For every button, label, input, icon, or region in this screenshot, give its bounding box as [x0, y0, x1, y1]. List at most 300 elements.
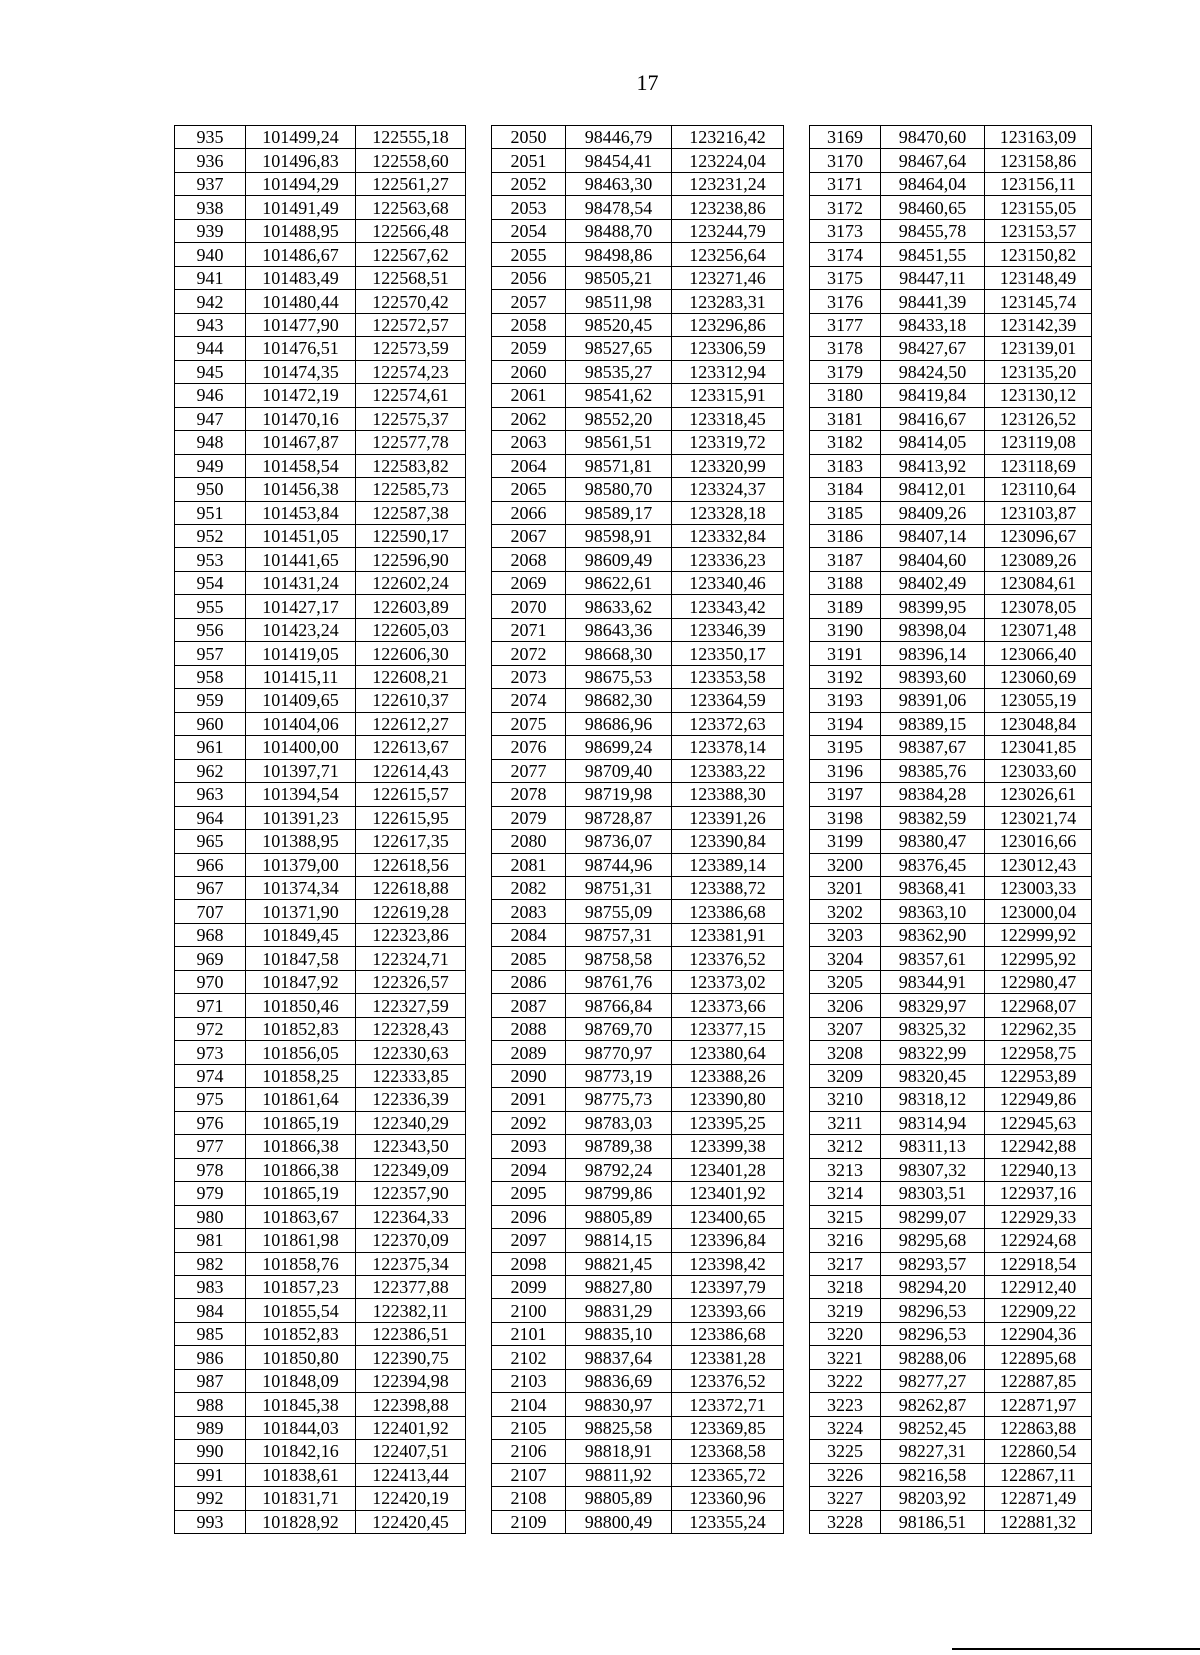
cell-b-point-number: 2055 — [492, 243, 566, 266]
cell-a-y-coordinate: 122583,82 — [356, 454, 466, 477]
column-gap — [466, 571, 492, 594]
cell-a-y-coordinate: 122566,48 — [356, 219, 466, 242]
table-row — [175, 853, 1092, 876]
cell-c-x-coordinate: 98398,04 — [881, 618, 985, 641]
cell-a-x-coordinate: 101491,49 — [246, 196, 356, 219]
cell-b-x-coordinate: 98633,62 — [566, 595, 672, 618]
cell-a-y-coordinate: 122420,19 — [356, 1487, 466, 1510]
cell-c-point-number: 3224 — [810, 1416, 881, 1439]
cell-a-x-coordinate: 101409,65 — [246, 689, 356, 712]
cell-a-x-coordinate: 101844,03 — [246, 1416, 356, 1439]
column-gap — [466, 1017, 492, 1040]
cell-a-x-coordinate: 101486,67 — [246, 243, 356, 266]
cell-c-point-number: 3191 — [810, 642, 881, 665]
cell-a-y-coordinate: 122567,62 — [356, 243, 466, 266]
cell-b-x-coordinate: 98818,91 — [566, 1440, 672, 1463]
cell-c-point-number: 3206 — [810, 994, 881, 1017]
cell-a-y-coordinate: 122357,90 — [356, 1182, 466, 1205]
cell-b-y-coordinate: 123390,84 — [672, 830, 784, 853]
column-gap — [784, 571, 810, 594]
cell-a-point-number: 949 — [175, 454, 246, 477]
cell-c-y-coordinate: 122895,68 — [985, 1346, 1092, 1369]
cell-c-y-coordinate: 123089,26 — [985, 548, 1092, 571]
cell-a-y-coordinate: 122398,88 — [356, 1393, 466, 1416]
cell-b-x-coordinate: 98805,89 — [566, 1487, 672, 1510]
column-gap — [466, 1275, 492, 1298]
column-gap — [784, 1252, 810, 1275]
cell-a-point-number: 973 — [175, 1041, 246, 1064]
cell-a-y-coordinate: 122330,63 — [356, 1041, 466, 1064]
cell-a-point-number: 939 — [175, 219, 246, 242]
column-gap — [784, 1510, 810, 1533]
cell-b-point-number: 2104 — [492, 1393, 566, 1416]
cell-c-point-number: 3226 — [810, 1463, 881, 1486]
table-row — [175, 618, 1092, 641]
column-gap — [466, 736, 492, 759]
cell-c-point-number: 3176 — [810, 290, 881, 313]
cell-b-x-coordinate: 98799,86 — [566, 1182, 672, 1205]
cell-b-x-coordinate: 98446,79 — [566, 126, 672, 149]
cell-b-y-coordinate: 123238,86 — [672, 196, 784, 219]
column-gap — [784, 196, 810, 219]
column-gap — [466, 1088, 492, 1111]
table-row — [175, 478, 1092, 501]
cell-b-point-number: 2075 — [492, 712, 566, 735]
cell-c-point-number: 3179 — [810, 360, 881, 383]
cell-c-point-number: 3220 — [810, 1322, 881, 1345]
cell-b-point-number: 2064 — [492, 454, 566, 477]
cell-c-point-number: 3215 — [810, 1205, 881, 1228]
cell-b-y-coordinate: 123373,02 — [672, 970, 784, 993]
cell-c-point-number: 3178 — [810, 337, 881, 360]
cell-a-x-coordinate: 101842,16 — [246, 1440, 356, 1463]
cell-b-x-coordinate: 98589,17 — [566, 501, 672, 524]
column-gap — [466, 454, 492, 477]
cell-c-x-coordinate: 98385,76 — [881, 759, 985, 782]
cell-b-point-number: 2077 — [492, 759, 566, 782]
cell-c-y-coordinate: 122953,89 — [985, 1064, 1092, 1087]
cell-b-y-coordinate: 123306,59 — [672, 337, 784, 360]
cell-c-y-coordinate: 123145,74 — [985, 290, 1092, 313]
cell-a-x-coordinate: 101496,83 — [246, 149, 356, 172]
column-gap — [784, 290, 810, 313]
cell-a-point-number: 935 — [175, 126, 246, 149]
column-gap — [784, 313, 810, 336]
cell-b-y-coordinate: 123376,52 — [672, 947, 784, 970]
cell-a-point-number: 941 — [175, 266, 246, 289]
cell-b-y-coordinate: 123398,42 — [672, 1252, 784, 1275]
table-row — [175, 407, 1092, 430]
cell-a-y-coordinate: 122608,21 — [356, 665, 466, 688]
cell-a-y-coordinate: 122618,56 — [356, 853, 466, 876]
cell-b-x-coordinate: 98527,65 — [566, 337, 672, 360]
column-gap — [784, 923, 810, 946]
cell-a-y-coordinate: 122596,90 — [356, 548, 466, 571]
cell-c-x-coordinate: 98419,84 — [881, 384, 985, 407]
cell-c-x-coordinate: 98391,06 — [881, 689, 985, 712]
cell-a-y-coordinate: 122574,23 — [356, 360, 466, 383]
cell-b-x-coordinate: 98728,87 — [566, 806, 672, 829]
cell-b-y-coordinate: 123324,37 — [672, 478, 784, 501]
cell-b-point-number: 2103 — [492, 1369, 566, 1392]
table-row — [175, 806, 1092, 829]
cell-b-point-number: 2051 — [492, 149, 566, 172]
cell-b-x-coordinate: 98668,30 — [566, 642, 672, 665]
coordinate-table-body — [175, 126, 1092, 1534]
cell-b-y-coordinate: 123388,26 — [672, 1064, 784, 1087]
column-gap — [466, 1369, 492, 1392]
cell-a-y-coordinate: 122420,45 — [356, 1510, 466, 1533]
cell-b-x-coordinate: 98561,51 — [566, 431, 672, 454]
column-gap — [784, 524, 810, 547]
column-gap — [784, 1369, 810, 1392]
column-gap — [466, 665, 492, 688]
cell-c-point-number: 3170 — [810, 149, 881, 172]
cell-b-y-coordinate: 123373,66 — [672, 994, 784, 1017]
cell-c-point-number: 3196 — [810, 759, 881, 782]
cell-a-x-coordinate: 101850,80 — [246, 1346, 356, 1369]
cell-a-y-coordinate: 122619,28 — [356, 900, 466, 923]
cell-b-x-coordinate: 98835,10 — [566, 1322, 672, 1345]
cell-a-point-number: 954 — [175, 571, 246, 594]
page-number: 17 — [636, 70, 659, 95]
cell-b-x-coordinate: 98552,20 — [566, 407, 672, 430]
cell-b-y-coordinate: 123328,18 — [672, 501, 784, 524]
column-gap — [466, 1182, 492, 1205]
cell-c-x-coordinate: 98455,78 — [881, 219, 985, 242]
cell-a-point-number: 964 — [175, 806, 246, 829]
cell-c-x-coordinate: 98325,32 — [881, 1017, 985, 1040]
column-gap — [784, 1322, 810, 1345]
cell-c-point-number: 3188 — [810, 571, 881, 594]
cell-b-y-coordinate: 123368,58 — [672, 1440, 784, 1463]
cell-c-y-coordinate: 123126,52 — [985, 407, 1092, 430]
cell-b-x-coordinate: 98831,29 — [566, 1299, 672, 1322]
cell-c-y-coordinate: 122871,49 — [985, 1487, 1092, 1510]
cell-b-point-number: 2063 — [492, 431, 566, 454]
cell-c-point-number: 3219 — [810, 1299, 881, 1322]
cell-c-point-number: 3192 — [810, 665, 881, 688]
cell-a-x-coordinate: 101863,67 — [246, 1205, 356, 1228]
cell-c-y-coordinate: 123150,82 — [985, 243, 1092, 266]
cell-a-y-coordinate: 122327,59 — [356, 994, 466, 1017]
table-row — [175, 431, 1092, 454]
cell-a-x-coordinate: 101831,71 — [246, 1487, 356, 1510]
cell-b-point-number: 2088 — [492, 1017, 566, 1040]
cell-b-x-coordinate: 98773,19 — [566, 1064, 672, 1087]
cell-b-x-coordinate: 98709,40 — [566, 759, 672, 782]
cell-b-x-coordinate: 98814,15 — [566, 1229, 672, 1252]
cell-c-point-number: 3221 — [810, 1346, 881, 1369]
cell-c-point-number: 3197 — [810, 783, 881, 806]
cell-b-x-coordinate: 98505,21 — [566, 266, 672, 289]
cell-c-y-coordinate: 123153,57 — [985, 219, 1092, 242]
cell-a-y-coordinate: 122603,89 — [356, 595, 466, 618]
table-row — [175, 1440, 1092, 1463]
cell-b-y-coordinate: 123380,64 — [672, 1041, 784, 1064]
cell-b-y-coordinate: 123372,71 — [672, 1393, 784, 1416]
table-row — [175, 830, 1092, 853]
cell-b-y-coordinate: 123256,64 — [672, 243, 784, 266]
cell-a-point-number: 971 — [175, 994, 246, 1017]
cell-b-y-coordinate: 123343,42 — [672, 595, 784, 618]
cell-a-y-coordinate: 122349,09 — [356, 1158, 466, 1181]
column-gap — [784, 994, 810, 1017]
cell-a-y-coordinate: 122618,88 — [356, 877, 466, 900]
cell-b-y-coordinate: 123386,68 — [672, 900, 784, 923]
column-gap — [784, 126, 810, 149]
cell-c-point-number: 3208 — [810, 1041, 881, 1064]
cell-c-x-coordinate: 98389,15 — [881, 712, 985, 735]
cell-c-x-coordinate: 98227,31 — [881, 1440, 985, 1463]
cell-c-y-coordinate: 123130,12 — [985, 384, 1092, 407]
column-gap — [784, 1463, 810, 1486]
cell-c-y-coordinate: 123060,69 — [985, 665, 1092, 688]
cell-a-x-coordinate: 101415,11 — [246, 665, 356, 688]
cell-b-x-coordinate: 98520,45 — [566, 313, 672, 336]
cell-b-point-number: 2089 — [492, 1041, 566, 1064]
column-gap — [466, 1229, 492, 1252]
column-gap — [466, 196, 492, 219]
cell-a-point-number: 980 — [175, 1205, 246, 1228]
cell-c-x-coordinate: 98318,12 — [881, 1088, 985, 1111]
column-gap — [466, 1487, 492, 1510]
cell-a-point-number: 936 — [175, 149, 246, 172]
table-row — [175, 219, 1092, 242]
table-row — [175, 384, 1092, 407]
cell-c-x-coordinate: 98363,10 — [881, 900, 985, 923]
cell-c-x-coordinate: 98311,13 — [881, 1135, 985, 1158]
table-row — [175, 290, 1092, 313]
cell-c-x-coordinate: 98412,01 — [881, 478, 985, 501]
column-gap — [466, 1322, 492, 1345]
column-gap — [784, 431, 810, 454]
column-gap — [466, 830, 492, 853]
column-gap — [784, 970, 810, 993]
cell-a-point-number: 942 — [175, 290, 246, 313]
cell-c-point-number: 3175 — [810, 266, 881, 289]
cell-b-y-coordinate: 123389,14 — [672, 853, 784, 876]
cell-c-x-coordinate: 98362,90 — [881, 923, 985, 946]
cell-a-x-coordinate: 101427,17 — [246, 595, 356, 618]
cell-a-x-coordinate: 101474,35 — [246, 360, 356, 383]
column-gap — [784, 1017, 810, 1040]
cell-c-x-coordinate: 98320,45 — [881, 1064, 985, 1087]
cell-a-x-coordinate: 101456,38 — [246, 478, 356, 501]
cell-c-y-coordinate: 123055,19 — [985, 689, 1092, 712]
cell-a-x-coordinate: 101847,92 — [246, 970, 356, 993]
column-gap — [466, 1205, 492, 1228]
column-gap — [784, 1299, 810, 1322]
cell-c-x-coordinate: 98216,58 — [881, 1463, 985, 1486]
cell-c-x-coordinate: 98329,97 — [881, 994, 985, 1017]
cell-c-point-number: 3194 — [810, 712, 881, 735]
cell-a-point-number: 943 — [175, 313, 246, 336]
cell-b-point-number: 2065 — [492, 478, 566, 501]
cell-b-point-number: 2083 — [492, 900, 566, 923]
table-row — [175, 923, 1092, 946]
cell-b-point-number: 2098 — [492, 1252, 566, 1275]
cell-a-y-coordinate: 122561,27 — [356, 172, 466, 195]
cell-a-x-coordinate: 101852,83 — [246, 1017, 356, 1040]
table-row — [175, 970, 1092, 993]
cell-a-point-number: 983 — [175, 1275, 246, 1298]
cell-b-y-coordinate: 123378,14 — [672, 736, 784, 759]
cell-c-x-coordinate: 98387,67 — [881, 736, 985, 759]
cell-a-x-coordinate: 101850,46 — [246, 994, 356, 1017]
column-gap — [466, 243, 492, 266]
cell-c-y-coordinate: 123016,66 — [985, 830, 1092, 853]
cell-b-point-number: 2053 — [492, 196, 566, 219]
cell-b-x-coordinate: 98770,97 — [566, 1041, 672, 1064]
cell-c-point-number: 3173 — [810, 219, 881, 242]
column-gap — [466, 1299, 492, 1322]
cell-c-point-number: 3184 — [810, 478, 881, 501]
cell-c-y-coordinate: 122904,36 — [985, 1322, 1092, 1345]
cell-a-y-coordinate: 122375,34 — [356, 1252, 466, 1275]
cell-b-point-number: 2060 — [492, 360, 566, 383]
cell-c-x-coordinate: 98380,47 — [881, 830, 985, 853]
table-row — [175, 196, 1092, 219]
cell-b-point-number: 2052 — [492, 172, 566, 195]
cell-c-point-number: 3228 — [810, 1510, 881, 1533]
cell-c-x-coordinate: 98299,07 — [881, 1205, 985, 1228]
column-gap — [784, 642, 810, 665]
cell-b-y-coordinate: 123388,72 — [672, 877, 784, 900]
cell-a-y-coordinate: 122382,11 — [356, 1299, 466, 1322]
cell-a-point-number: 961 — [175, 736, 246, 759]
column-gap — [466, 313, 492, 336]
cell-b-x-coordinate: 98827,80 — [566, 1275, 672, 1298]
column-gap — [466, 1064, 492, 1087]
cell-c-x-coordinate: 98427,67 — [881, 337, 985, 360]
table-row — [175, 1041, 1092, 1064]
cell-a-point-number: 937 — [175, 172, 246, 195]
cell-c-x-coordinate: 98402,49 — [881, 571, 985, 594]
cell-c-point-number: 3207 — [810, 1017, 881, 1040]
cell-b-point-number: 2109 — [492, 1510, 566, 1533]
cell-b-x-coordinate: 98757,31 — [566, 923, 672, 946]
cell-b-y-coordinate: 123283,31 — [672, 290, 784, 313]
cell-a-x-coordinate: 101451,05 — [246, 524, 356, 547]
cell-b-point-number: 2108 — [492, 1487, 566, 1510]
cell-a-point-number: 985 — [175, 1322, 246, 1345]
cell-c-x-coordinate: 98368,41 — [881, 877, 985, 900]
cell-c-x-coordinate: 98277,27 — [881, 1369, 985, 1392]
cell-c-x-coordinate: 98447,11 — [881, 266, 985, 289]
cell-c-x-coordinate: 98470,60 — [881, 126, 985, 149]
cell-a-point-number: 967 — [175, 877, 246, 900]
cell-a-y-coordinate: 122610,37 — [356, 689, 466, 712]
cell-b-x-coordinate: 98821,45 — [566, 1252, 672, 1275]
cell-a-x-coordinate: 101838,61 — [246, 1463, 356, 1486]
cell-c-y-coordinate: 123110,64 — [985, 478, 1092, 501]
cell-b-point-number: 2062 — [492, 407, 566, 430]
cell-c-y-coordinate: 123071,48 — [985, 618, 1092, 641]
cell-b-point-number: 2087 — [492, 994, 566, 1017]
cell-c-y-coordinate: 123155,05 — [985, 196, 1092, 219]
cell-a-point-number: 979 — [175, 1182, 246, 1205]
column-gap — [466, 1510, 492, 1533]
column-gap — [466, 1346, 492, 1369]
cell-a-y-coordinate: 122326,57 — [356, 970, 466, 993]
cell-a-x-coordinate: 101865,19 — [246, 1111, 356, 1134]
cell-b-y-coordinate: 123401,92 — [672, 1182, 784, 1205]
cell-c-x-coordinate: 98414,05 — [881, 431, 985, 454]
column-gap — [784, 900, 810, 923]
table-row — [175, 313, 1092, 336]
cell-c-point-number: 3185 — [810, 501, 881, 524]
cell-a-point-number: 981 — [175, 1229, 246, 1252]
cell-a-y-coordinate: 122558,60 — [356, 149, 466, 172]
cell-c-y-coordinate: 122860,54 — [985, 1440, 1092, 1463]
cell-a-x-coordinate: 101852,83 — [246, 1322, 356, 1345]
cell-c-point-number: 3180 — [810, 384, 881, 407]
cell-a-point-number: 974 — [175, 1064, 246, 1087]
column-gap — [784, 665, 810, 688]
cell-b-point-number: 2107 — [492, 1463, 566, 1486]
cell-c-point-number: 3172 — [810, 196, 881, 219]
cell-c-point-number: 3227 — [810, 1487, 881, 1510]
cell-c-y-coordinate: 123078,05 — [985, 595, 1092, 618]
column-gap — [784, 736, 810, 759]
cell-c-x-coordinate: 98451,55 — [881, 243, 985, 266]
column-gap — [466, 266, 492, 289]
cell-b-point-number: 2101 — [492, 1322, 566, 1345]
cell-b-point-number: 2068 — [492, 548, 566, 571]
cell-c-point-number: 3211 — [810, 1111, 881, 1134]
table-row — [175, 783, 1092, 806]
cell-c-y-coordinate: 122887,85 — [985, 1369, 1092, 1392]
cell-b-point-number: 2050 — [492, 126, 566, 149]
cell-c-y-coordinate: 123158,86 — [985, 149, 1092, 172]
cell-b-x-coordinate: 98622,61 — [566, 571, 672, 594]
cell-a-x-coordinate: 101470,16 — [246, 407, 356, 430]
cell-b-x-coordinate: 98454,41 — [566, 149, 672, 172]
cell-a-x-coordinate: 101472,19 — [246, 384, 356, 407]
column-gap — [466, 1416, 492, 1439]
cell-c-x-coordinate: 98384,28 — [881, 783, 985, 806]
cell-a-x-coordinate: 101857,23 — [246, 1275, 356, 1298]
cell-c-x-coordinate: 98296,53 — [881, 1322, 985, 1345]
column-gap — [466, 853, 492, 876]
cell-b-x-coordinate: 98643,36 — [566, 618, 672, 641]
cell-c-x-coordinate: 98307,32 — [881, 1158, 985, 1181]
cell-c-point-number: 3201 — [810, 877, 881, 900]
cell-c-y-coordinate: 123118,69 — [985, 454, 1092, 477]
cell-b-x-coordinate: 98719,98 — [566, 783, 672, 806]
cell-c-x-coordinate: 98464,04 — [881, 172, 985, 195]
column-gap — [466, 1440, 492, 1463]
cell-a-point-number: 951 — [175, 501, 246, 524]
cell-a-x-coordinate: 101858,25 — [246, 1064, 356, 1087]
cell-c-point-number: 3216 — [810, 1229, 881, 1252]
cell-c-y-coordinate: 122918,54 — [985, 1252, 1092, 1275]
cell-b-point-number: 2067 — [492, 524, 566, 547]
cell-c-x-coordinate: 98252,45 — [881, 1416, 985, 1439]
cell-a-y-coordinate: 122401,92 — [356, 1416, 466, 1439]
cell-a-x-coordinate: 101855,54 — [246, 1299, 356, 1322]
column-gap — [784, 783, 810, 806]
cell-c-y-coordinate: 122924,68 — [985, 1229, 1092, 1252]
column-gap — [466, 1135, 492, 1158]
cell-a-y-coordinate: 122575,37 — [356, 407, 466, 430]
cell-c-x-coordinate: 98460,65 — [881, 196, 985, 219]
cell-c-y-coordinate: 123103,87 — [985, 501, 1092, 524]
cell-c-x-coordinate: 98409,26 — [881, 501, 985, 524]
cell-a-x-coordinate: 101388,95 — [246, 830, 356, 853]
table-row — [175, 1416, 1092, 1439]
